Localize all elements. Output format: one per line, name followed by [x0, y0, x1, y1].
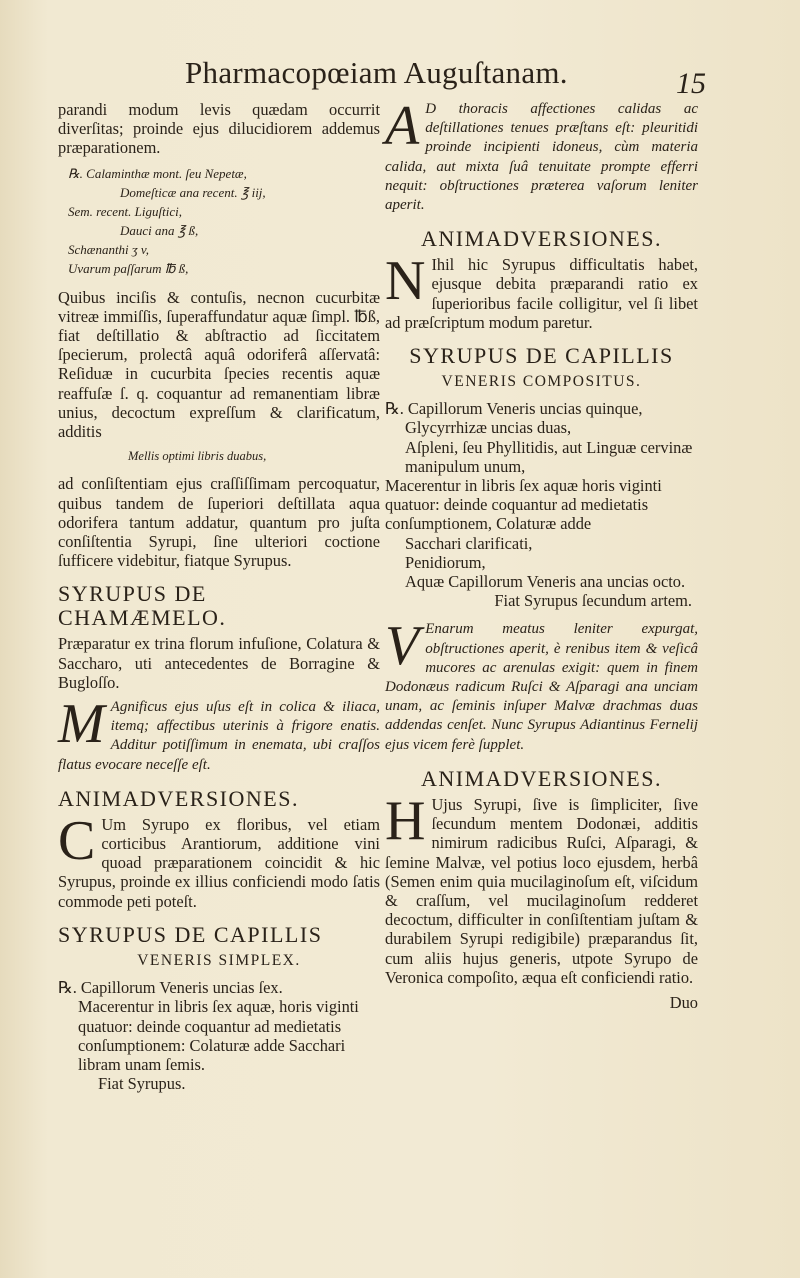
recipe-block: [385, 399, 698, 610]
section-heading: SYRUPUS DE CHAMÆMELO.: [58, 581, 227, 631]
recipe-line: Sacchari clarificati,: [405, 533, 533, 553]
recipe-line: Fiat Syrupus ſecundum artem.: [494, 591, 692, 611]
recipe-line: Domeſticæ ana recent. ℥ iij,: [120, 184, 266, 200]
recipe-line: Uvarum paſſarum ℔ ß,: [68, 260, 189, 276]
section-heading: ANIMADVERSIONES.: [421, 226, 662, 252]
paragraph-text: D thoracis affectiones calidas ac deſtillationes tenues præſtans eſt: pleuritidi proinde incipienti idoneus, cùm materia calida, aut mixta ſuâ tenuitate prompte efferri nequit: obſtructiones præterea vaſorum leniter aperit.: [385, 101, 698, 214]
recipe-line: Sem. recent. Liguſtici,: [68, 203, 182, 219]
paragraph-text: Um Syrupo ex floribus, vel etiam corticibus Arantiorum, additione vini quoad præparationem coincidit & hic Syrupus, proinde ex illius conficiendi modo ſatis commode peti poteſt.: [58, 814, 380, 911]
drop-capital: C: [58, 809, 96, 872]
drop-capital: V: [385, 615, 420, 678]
drop-capital: M: [58, 693, 105, 756]
paragraph: [58, 809, 380, 911]
paragraph: [58, 693, 380, 775]
right-column: [385, 95, 698, 1012]
recipe-line: Macerentur in libris ſex aquæ horis viginti quatuor: deinde coquantur ad medietatis conſumptionem, Colaturæ adde: [385, 476, 662, 534]
paragraph: [385, 789, 698, 987]
paragraph: [385, 250, 698, 332]
recipe-line: Mellis optimi libris duabus,: [128, 449, 267, 464]
section-heading: ANIMADVERSIONES.: [421, 765, 662, 791]
paragraph-text: Ihil hic Syrupus difficultatis habet, ejusque debita præparandi ratio ex ſuperioribus facile colligitur, vel ſi libet ad præſcriptum modum paretur.: [385, 255, 698, 332]
page-title: Pharmacopœiam Auguſtanam.: [185, 55, 568, 90]
left-column: [58, 100, 380, 1093]
section-subheading: VENERIS SIMPLEX.: [137, 951, 301, 969]
drop-capital: H: [385, 789, 426, 852]
recipe-line: ℞. Calaminthæ mont. ſeu Nepetæ,: [68, 165, 247, 181]
recipe-line: Fiat Syrupus.: [98, 1074, 186, 1094]
paragraph: [385, 615, 698, 754]
paragraph: ad conſiſtentiam ejus craſſiſſimam percoquatur, quibus tandem de ſuperiori deſtillata aqua odorifera tantum addatur, quantum pro juſta conſiſtentia Syrupi, ſine ulteriori coctione ſufficere videbitur, fiatque Syrupus.: [58, 474, 380, 571]
drop-capital: A: [385, 95, 420, 157]
recipe-line: Schænanthi ʒ v,: [68, 241, 149, 257]
recipe-line: Aquæ Capillorum Veneris ana uncias octo.: [405, 572, 686, 592]
paragraph: parandi modum levis quædam occurrit diverſitas; proinde ejus dilucidiorem addemus præparationem.: [58, 100, 380, 158]
drop-capital: N: [385, 250, 426, 313]
recipe-line: Dauci ana ℥ ß,: [120, 222, 199, 238]
paragraph: [385, 95, 698, 215]
recipe-line: Aſpleni, ſeu Phyllitidis, aut Linguæ cervinæ manipulum unum,: [405, 437, 693, 476]
paragraph-text: Enarum meatus leniter expurgat, obſtructiones aperit, è renibus item & veſicâ mucores ac arenulas exigit: quem in finem Dodonæus radicum Ruſci & Aſparagi ana unciam unam, ac ſeminis inſuper Malvæ drachmas duas addendas cenſet. Nunc Syrupus Adiantinus Fernelij ejus vicem ferè ſupplet.: [385, 621, 698, 753]
recipe-block: [58, 978, 380, 1093]
page-number: 15: [676, 67, 706, 100]
recipe-line: Penidiorum,: [405, 552, 486, 572]
paragraph-text: Agnificus ejus uſus eſt in colica & iliaca, itemq; affectibus uterinis à frigore enatis. Additur potiſſimum in enemata, ubi craſſos flatus evocare neceſſe eſt.: [58, 699, 380, 773]
section-subheading: VENERIS COMPOSITUS.: [441, 373, 642, 391]
recipe-line: Macerentur in libris ſex aquæ, horis viginti quatuor: deinde coquantur ad medietatis conſumptionem: Colaturæ adde Sacchari libram unam ſemis.: [78, 997, 359, 1074]
section-heading: SYRUPUS DE CAPILLIS: [58, 921, 323, 947]
paragraph-text: Ujus Syrupi, ſive is ſimpliciter, ſive ſecundum mentem Dodonæi, additis nimirum radicibus Ruſci, Aſparagi, & ſemine Malvæ, vel potius loco ejusdem, herbâ (Semen enim quia mucilaginoſum eſt, viſcidum & craſſum, vel mucilaginoſum redderet decoctum, difficulter in conſiſtentiam juſtam & durabilem Syrupi redigibile) præparandus ſit, cum aliis hujus generis, utpote Syrupo de Veronica compoſito, æqua eſt conficiendi ratio.: [385, 794, 698, 987]
section-heading: ANIMADVERSIONES.: [58, 785, 299, 811]
recipe-line: ℞. Capillorum Veneris uncias quinque,: [385, 399, 643, 419]
recipe-line: Glycyrrhizæ uncias duas,: [405, 418, 572, 438]
paragraph: Quibus inciſis & contuſis, necnon cucurbitæ vitreæ immiſſis, ſuperaffundatur aquæ ſimpl. ℔ß, fiat deſtillatio & abſtractio ad ſiccitatem ſpecierum, prolectâ aquâ odoriferâ aſſervatâ: Reſiduæ in cucurbita ſpecies recentis aquæ reaffuſæ ſ. q. coquantur ad remanentiam libræ unius, decoctum expreſſum & clarificatum, additis: [58, 287, 380, 442]
recipe-line: ℞. Capillorum Veneris uncias ſex.: [58, 978, 283, 998]
recipe-list: [58, 164, 380, 278]
catchword: Duo: [669, 992, 698, 1012]
section-heading: SYRUPUS DE CAPILLIS: [409, 343, 674, 369]
paragraph: Præparatur ex trina florum infuſione, Colatura & Saccharo, uti antecedentes de Borragine & Bugloſſo.: [58, 634, 380, 692]
